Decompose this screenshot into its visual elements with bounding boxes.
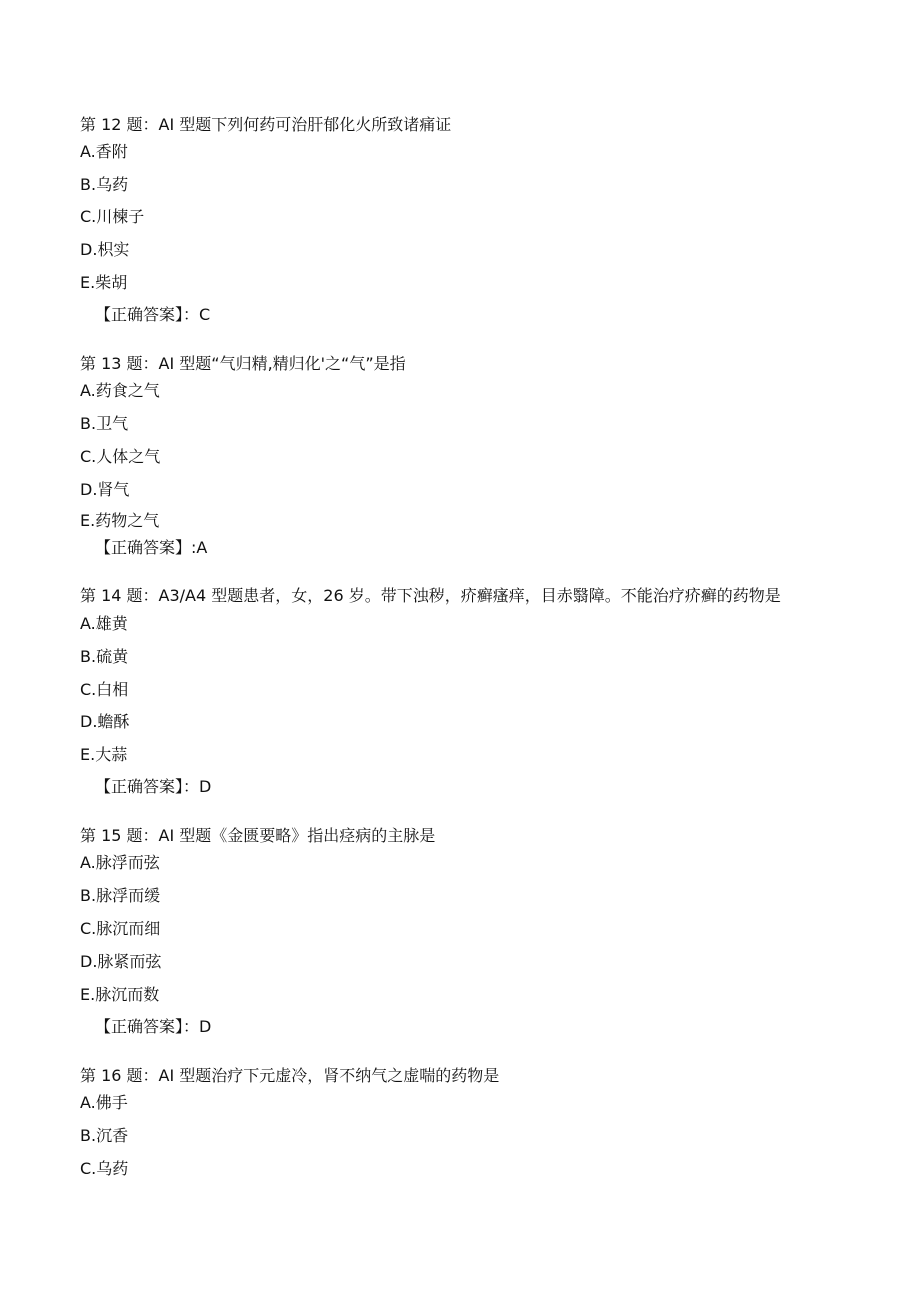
correct-answer: 【正确答案】：D [95,1017,212,1036]
option-c: C.人体之气 [80,447,161,466]
question-title: 第 14 题：A3/A4 型题患者，女，26 岁。带下浊秽，疥癣瘙痒，目赤翳障。不能治疗疥癣的药物是 [80,586,781,605]
option-b: B.卫气 [80,414,129,433]
correct-answer: 【正确答案】:A [95,538,208,557]
option-d: D.蟾酥 [80,712,130,731]
option-d: D.肾气 [80,480,130,499]
option-b: B.乌药 [80,175,129,194]
option-c: C.乌药 [80,1159,129,1178]
option-a: A.佛手 [80,1093,128,1112]
option-d: D.脉紧而弦 [80,952,162,971]
option-e: E.脉沉而数 [80,985,160,1004]
option-b: B.脉浮而缓 [80,886,161,905]
option-a: A.脉浮而弦 [80,853,160,872]
option-e: E.药物之气 [80,511,160,530]
option-e: E.大蒜 [80,745,128,764]
correct-answer: 【正确答案】：C [95,305,211,324]
option-c: C.脉沉而细 [80,919,161,938]
question-title: 第 15 题：AI 型题《金匮要略》指出痉病的主脉是 [80,826,436,845]
question-title: 第 13 题：AI 型题“气归精,精归化'之“气”是指 [80,354,406,373]
option-a: A.香附 [80,142,128,161]
option-e: E.柴胡 [80,273,128,292]
option-c: C.白相 [80,680,129,699]
question-title: 第 12 题：AI 型题下列何药可治肝郁化火所致诸痛证 [80,115,452,134]
question-title: 第 16 题：AI 型题治疗下元虚冷，肾不纳气之虚喘的药物是 [80,1066,500,1085]
option-b: B.沉香 [80,1126,129,1145]
option-d: D.枳实 [80,240,130,259]
option-b: B.硫黄 [80,647,129,666]
option-a: A.雄黄 [80,614,128,633]
option-c: C.川楝子 [80,207,145,226]
correct-answer: 【正确答案】：D [95,777,212,796]
option-a: A.药食之气 [80,381,160,400]
